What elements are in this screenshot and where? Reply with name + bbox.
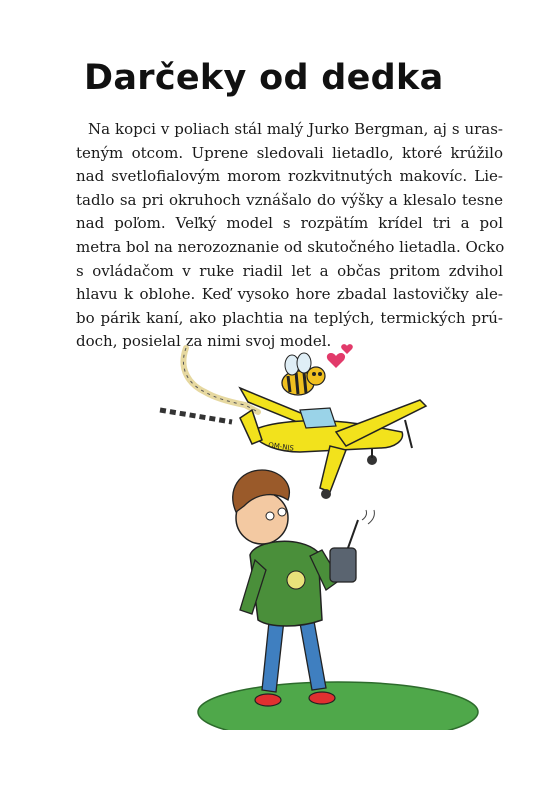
paragraph-line: s ovládačom v ruke riadil let a občas pritom zdvihol bbox=[76, 261, 503, 280]
heart-icon bbox=[327, 353, 345, 368]
page-title: Darčeky od dedka bbox=[84, 58, 444, 98]
boy-figure bbox=[233, 470, 375, 706]
heart-icon bbox=[341, 344, 353, 354]
boy-flying-model-plane-illustration bbox=[140, 330, 480, 730]
paragraph-line: tadlo sa pri okruhoch vznášalo do výšky a klesalo tesne bbox=[76, 190, 503, 209]
trail-stripes bbox=[160, 410, 232, 422]
bee-character bbox=[282, 353, 325, 395]
flight-trail bbox=[183, 348, 258, 412]
story-paragraph bbox=[76, 118, 503, 354]
paragraph-line: bo párik kaní, ako plachtia na teplých, termických prú- bbox=[76, 308, 503, 327]
paragraph-line: Na kopci v poliach stál malý Jurko Bergman, aj s uras- bbox=[88, 120, 503, 138]
grass-hill bbox=[198, 682, 478, 730]
paragraph-line: hlavu k oblohe. Keď vysoko hore zbadal lastovičky ale- bbox=[76, 285, 503, 304]
paragraph-line: teným otcom. Uprene sledovali lietadlo, ktoré krúžilo bbox=[76, 143, 503, 162]
paragraph-line: nad svetlofialovým morom rozkvitnutých makovíc. Lie- bbox=[76, 167, 503, 186]
paragraph-line: doch, posielal za nimi svoj model. bbox=[76, 332, 332, 351]
paragraph-line: nad poľom. Veľký model s rozpätím krídel tri a pol bbox=[76, 214, 503, 233]
paragraph-line: metra bol na nerozoznanie od skutočného lietadla. Ocko bbox=[76, 237, 505, 256]
plane-registration: OM-NJS bbox=[267, 441, 295, 453]
